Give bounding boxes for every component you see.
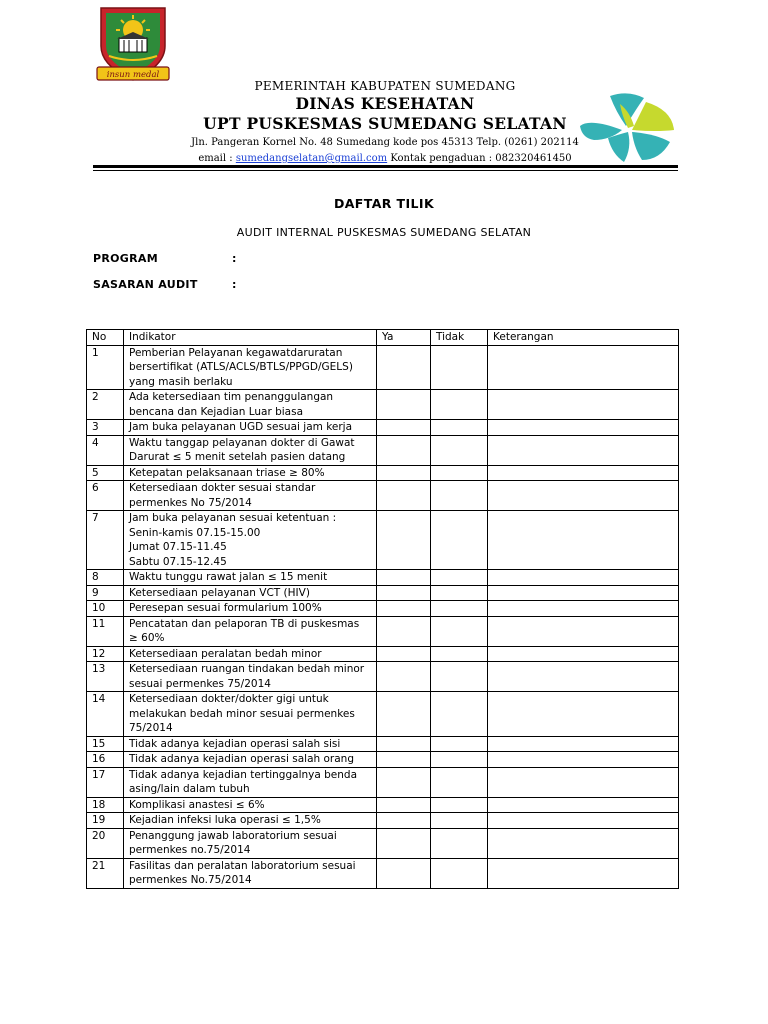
row-tidak-cell[interactable] xyxy=(431,646,488,662)
row-indicator: Pencatatan dan pelaporan TB di puskesmas ≥ 60% xyxy=(124,616,377,646)
email-link[interactable]: sumedangselatan@gmail.com xyxy=(235,153,388,164)
row-tidak-cell[interactable] xyxy=(431,481,488,511)
row-keterangan-cell[interactable] xyxy=(488,511,679,570)
row-tidak-cell[interactable] xyxy=(431,813,488,829)
row-ya-cell[interactable] xyxy=(377,736,431,752)
table-row xyxy=(87,797,679,813)
checklist-body xyxy=(87,345,679,888)
row-tidak-cell[interactable] xyxy=(431,692,488,737)
row-tidak-cell[interactable] xyxy=(431,390,488,420)
row-keterangan-cell[interactable] xyxy=(488,752,679,768)
row-number: 4 xyxy=(87,435,124,465)
row-keterangan-cell[interactable] xyxy=(488,736,679,752)
table-row xyxy=(87,752,679,768)
row-ya-cell[interactable] xyxy=(377,570,431,586)
row-keterangan-cell[interactable] xyxy=(488,646,679,662)
row-ya-cell[interactable] xyxy=(377,481,431,511)
row-indicator: Peresepan sesuai formularium 100% xyxy=(124,601,377,617)
program-label: PROGRAM xyxy=(93,252,158,265)
row-tidak-cell[interactable] xyxy=(431,828,488,858)
table-row xyxy=(87,465,679,481)
row-ya-cell[interactable] xyxy=(377,511,431,570)
letterhead-divider-thin xyxy=(93,170,678,171)
row-ya-cell[interactable] xyxy=(377,752,431,768)
row-ya-cell[interactable] xyxy=(377,662,431,692)
table-row xyxy=(87,435,679,465)
row-indicator: Tidak adanya kejadian operasi salah sisi xyxy=(124,736,377,752)
row-keterangan-cell[interactable] xyxy=(488,481,679,511)
row-number: 11 xyxy=(87,616,124,646)
row-keterangan-cell[interactable] xyxy=(488,420,679,436)
row-indicator: Ketersediaan dokter sesuai standar permenkes No 75/2014 xyxy=(124,481,377,511)
row-tidak-cell[interactable] xyxy=(431,420,488,436)
document-title: DAFTAR TILIK xyxy=(333,196,435,211)
row-indicator: Kejadian infeksi luka operasi ≤ 1,5% xyxy=(124,813,377,829)
row-keterangan-cell[interactable] xyxy=(488,465,679,481)
table-row xyxy=(87,736,679,752)
row-tidak-cell[interactable] xyxy=(431,601,488,617)
row-tidak-cell[interactable] xyxy=(431,345,488,390)
row-ya-cell[interactable] xyxy=(377,813,431,829)
table-row xyxy=(87,828,679,858)
table-row xyxy=(87,481,679,511)
row-indicator: Fasilitas dan peralatan laboratorium sesuai permenkes No.75/2014 xyxy=(124,858,377,888)
row-tidak-cell[interactable] xyxy=(431,797,488,813)
row-indicator: Ada ketersediaan tim penanggulangan bencana dan Kejadian Luar biasa xyxy=(124,390,377,420)
row-tidak-cell[interactable] xyxy=(431,511,488,570)
row-tidak-cell[interactable] xyxy=(431,752,488,768)
header-indikator: Indikator xyxy=(124,330,377,346)
header-keterangan: Keterangan xyxy=(488,330,679,346)
program-colon: : xyxy=(232,252,237,265)
row-number: 16 xyxy=(87,752,124,768)
row-tidak-cell[interactable] xyxy=(431,435,488,465)
row-ya-cell[interactable] xyxy=(377,420,431,436)
table-row xyxy=(87,601,679,617)
row-keterangan-cell[interactable] xyxy=(488,345,679,390)
row-ya-cell[interactable] xyxy=(377,646,431,662)
row-keterangan-cell[interactable] xyxy=(488,813,679,829)
row-tidak-cell[interactable] xyxy=(431,616,488,646)
row-indicator: Pemberian Pelayanan kegawatdaruratan bersertifikat (ATLS/ACLS/BTLS/PPGD/GELS) yang masih berlaku xyxy=(124,345,377,390)
complaint-contact: Kontak pengaduan : 082320461450 xyxy=(387,153,572,164)
row-number: 8 xyxy=(87,570,124,586)
table-row xyxy=(87,646,679,662)
row-tidak-cell[interactable] xyxy=(431,736,488,752)
row-keterangan-cell[interactable] xyxy=(488,390,679,420)
row-keterangan-cell[interactable] xyxy=(488,616,679,646)
sasaran-colon: : xyxy=(232,278,237,291)
row-ya-cell[interactable] xyxy=(377,858,431,888)
row-tidak-cell[interactable] xyxy=(431,585,488,601)
row-keterangan-cell[interactable] xyxy=(488,662,679,692)
row-ya-cell[interactable] xyxy=(377,390,431,420)
row-indicator: Ketersediaan pelayanan VCT (HIV) xyxy=(124,585,377,601)
table-row xyxy=(87,570,679,586)
row-number: 12 xyxy=(87,646,124,662)
row-ya-cell[interactable] xyxy=(377,465,431,481)
row-ya-cell[interactable] xyxy=(377,797,431,813)
table-row xyxy=(87,692,679,737)
row-tidak-cell[interactable] xyxy=(431,662,488,692)
sasaran-row xyxy=(93,278,237,291)
row-number: 10 xyxy=(87,601,124,617)
row-tidak-cell[interactable] xyxy=(431,858,488,888)
row-ya-cell[interactable] xyxy=(377,585,431,601)
row-number: 19 xyxy=(87,813,124,829)
table-row xyxy=(87,390,679,420)
header-ya: Ya xyxy=(377,330,431,346)
department-name: DINAS KESEHATAN xyxy=(295,94,475,113)
row-keterangan-cell[interactable] xyxy=(488,828,679,858)
row-indicator: Ketepatan pelaksanaan triase ≥ 80% xyxy=(124,465,377,481)
letterhead xyxy=(170,76,600,167)
row-indicator: Waktu tanggap pelayanan dokter di Gawat Darurat ≤ 5 menit setelah pasien datang xyxy=(124,435,377,465)
row-indicator: Tidak adanya kejadian tertinggalnya benda asing/lain dalam tubuh xyxy=(124,767,377,797)
sasaran-label: SASARAN AUDIT xyxy=(93,278,198,291)
table-row xyxy=(87,345,679,390)
row-tidak-cell[interactable] xyxy=(431,570,488,586)
logo-banner-text: insun medal xyxy=(106,70,160,80)
table-row xyxy=(87,662,679,692)
row-keterangan-cell[interactable] xyxy=(488,585,679,601)
row-indicator: Ketersediaan peralatan bedah minor xyxy=(124,646,377,662)
row-keterangan-cell[interactable] xyxy=(488,435,679,465)
row-indicator: Ketersediaan dokter/dokter gigi untuk melakukan bedah minor sesuai permenkes 75/2014 xyxy=(124,692,377,737)
row-number: 21 xyxy=(87,858,124,888)
row-keterangan-cell[interactable] xyxy=(488,767,679,797)
row-ya-cell[interactable] xyxy=(377,435,431,465)
row-ya-cell[interactable] xyxy=(377,828,431,858)
row-ya-cell[interactable] xyxy=(377,601,431,617)
header-tidak: Tidak xyxy=(431,330,488,346)
row-ya-cell[interactable] xyxy=(377,345,431,390)
letterhead-divider-thick xyxy=(93,165,678,168)
row-indicator: Waktu tunggu rawat jalan ≤ 15 menit xyxy=(124,570,377,586)
checklist-table xyxy=(86,329,679,889)
row-number: 9 xyxy=(87,585,124,601)
row-keterangan-cell[interactable] xyxy=(488,797,679,813)
table-row xyxy=(87,511,679,570)
table-row xyxy=(87,420,679,436)
program-row xyxy=(93,252,237,265)
row-tidak-cell[interactable] xyxy=(431,465,488,481)
row-ya-cell[interactable] xyxy=(377,767,431,797)
row-keterangan-cell[interactable] xyxy=(488,601,679,617)
row-number: 13 xyxy=(87,662,124,692)
row-indicator: Tidak adanya kejadian operasi salah orang xyxy=(124,752,377,768)
document-subtitle: AUDIT INTERNAL PUSKESMAS SUMEDANG SELATAN xyxy=(236,226,532,239)
table-row xyxy=(87,767,679,797)
row-keterangan-cell[interactable] xyxy=(488,692,679,737)
table-row xyxy=(87,585,679,601)
row-number: 6 xyxy=(87,481,124,511)
row-number: 18 xyxy=(87,797,124,813)
regency-shield-logo xyxy=(95,4,171,84)
table-row xyxy=(87,858,679,888)
row-indicator: Penanggung jawab laboratorium sesuai permenkes no.75/2014 xyxy=(124,828,377,858)
row-number: 14 xyxy=(87,692,124,737)
row-indicator: Ketersediaan ruangan tindakan bedah minor sesuai permenkes 75/2014 xyxy=(124,662,377,692)
row-number: 5 xyxy=(87,465,124,481)
row-keterangan-cell[interactable] xyxy=(488,858,679,888)
row-ya-cell[interactable] xyxy=(377,692,431,737)
row-tidak-cell[interactable] xyxy=(431,767,488,797)
table-row xyxy=(87,813,679,829)
institution-address: Jln. Pangeran Kornel No. 48 Sumedang kode pos 45313 Telp. (0261) 202114 xyxy=(191,137,579,148)
government-name: PEMERINTAH KABUPATEN SUMEDANG xyxy=(254,79,516,93)
email-prefix: email : xyxy=(198,153,236,164)
institution-name: UPT PUSKESMAS SUMEDANG SELATAN xyxy=(203,114,567,133)
row-indicator: Jam buka pelayanan sesuai ketentuan : Senin-kamis 07.15-15.00 Jumat 07.15-11.45 Sabtu 07.15-12.45 xyxy=(124,511,377,570)
row-indicator: Jam buka pelayanan UGD sesuai jam kerja xyxy=(124,420,377,436)
header-no: No xyxy=(87,330,124,346)
row-number: 2 xyxy=(87,390,124,420)
row-number: 1 xyxy=(87,345,124,390)
table-row xyxy=(87,616,679,646)
row-number: 7 xyxy=(87,511,124,570)
row-number: 20 xyxy=(87,828,124,858)
row-number: 3 xyxy=(87,420,124,436)
row-number: 17 xyxy=(87,767,124,797)
row-indicator: Komplikasi anastesi ≤ 6% xyxy=(124,797,377,813)
puskesmas-logo xyxy=(576,92,676,164)
row-ya-cell[interactable] xyxy=(377,616,431,646)
row-number: 15 xyxy=(87,736,124,752)
row-keterangan-cell[interactable] xyxy=(488,570,679,586)
table-header-row xyxy=(87,330,679,346)
